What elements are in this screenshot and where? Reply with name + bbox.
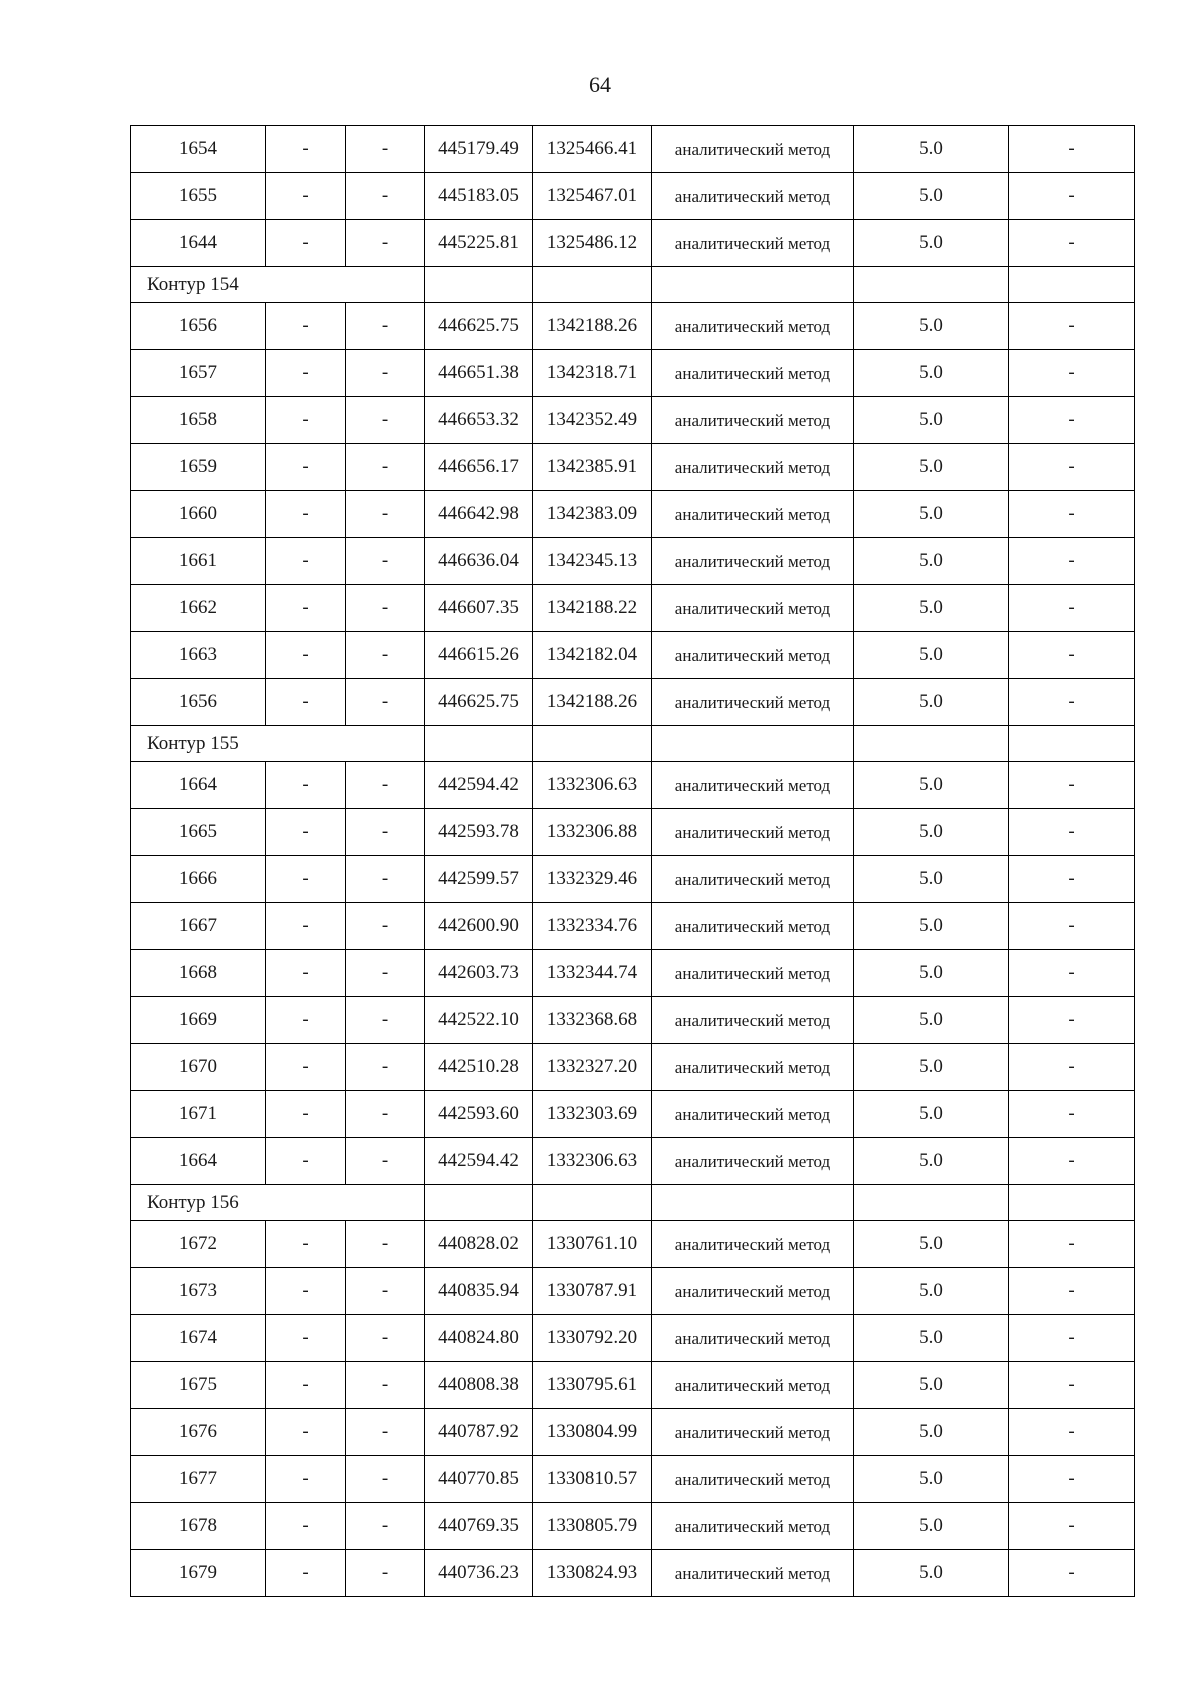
precision-cell: 5.0 (854, 762, 1009, 809)
x-coordinate-cell: 440808.38 (425, 1362, 533, 1409)
table-row (131, 679, 1135, 726)
dash-cell: - (1009, 762, 1135, 809)
table-row (131, 762, 1135, 809)
y-coordinate-cell: 1332306.88 (533, 809, 652, 856)
empty-cell (425, 726, 533, 762)
precision-cell: 5.0 (854, 1044, 1009, 1091)
table-row (131, 1409, 1135, 1456)
dash-cell: - (1009, 856, 1135, 903)
precision-cell: 5.0 (854, 997, 1009, 1044)
precision-cell: 5.0 (854, 1409, 1009, 1456)
empty-cell (425, 267, 533, 303)
method-cell: аналитический метод (652, 1315, 854, 1362)
y-coordinate-cell: 1342352.49 (533, 397, 652, 444)
x-coordinate-cell: 446636.04 (425, 538, 533, 585)
point-number-cell: 1667 (131, 903, 266, 950)
empty-cell (854, 1185, 1009, 1221)
dash-cell: - (266, 585, 346, 632)
method-cell: аналитический метод (652, 538, 854, 585)
dash-cell: - (346, 1138, 425, 1185)
x-coordinate-cell: 440824.80 (425, 1315, 533, 1362)
dash-cell: - (346, 632, 425, 679)
table-row (131, 903, 1135, 950)
dash-cell: - (346, 762, 425, 809)
precision-cell: 5.0 (854, 538, 1009, 585)
dash-cell: - (1009, 1138, 1135, 1185)
dash-cell: - (346, 220, 425, 267)
dash-cell: - (346, 1362, 425, 1409)
dash-cell: - (266, 903, 346, 950)
x-coordinate-cell: 446653.32 (425, 397, 533, 444)
coordinates-table (130, 125, 1135, 1597)
y-coordinate-cell: 1330792.20 (533, 1315, 652, 1362)
dash-cell: - (1009, 585, 1135, 632)
method-cell: аналитический метод (652, 444, 854, 491)
dash-cell: - (346, 809, 425, 856)
precision-cell: 5.0 (854, 1456, 1009, 1503)
dash-cell: - (346, 1503, 425, 1550)
point-number-cell: 1657 (131, 350, 266, 397)
method-cell: аналитический метод (652, 997, 854, 1044)
empty-cell (1009, 726, 1135, 762)
table-row (131, 1091, 1135, 1138)
point-number-cell: 1664 (131, 762, 266, 809)
method-cell: аналитический метод (652, 397, 854, 444)
point-number-cell: 1666 (131, 856, 266, 903)
empty-cell (533, 726, 652, 762)
method-cell: аналитический метод (652, 1362, 854, 1409)
method-cell: аналитический метод (652, 126, 854, 173)
y-coordinate-cell: 1332368.68 (533, 997, 652, 1044)
table-row (131, 397, 1135, 444)
page-number: 64 (589, 72, 611, 97)
y-coordinate-cell: 1330795.61 (533, 1362, 652, 1409)
method-cell: аналитический метод (652, 491, 854, 538)
dash-cell: - (1009, 950, 1135, 997)
method-cell: аналитический метод (652, 1221, 854, 1268)
y-coordinate-cell: 1332306.63 (533, 762, 652, 809)
point-number-cell: 1662 (131, 585, 266, 632)
point-number-cell: 1675 (131, 1362, 266, 1409)
point-number-cell: 1678 (131, 1503, 266, 1550)
point-number-cell: 1679 (131, 1550, 266, 1597)
table-row (131, 809, 1135, 856)
table-row (131, 1456, 1135, 1503)
dash-cell: - (1009, 903, 1135, 950)
table-row (131, 444, 1135, 491)
point-number-cell: 1663 (131, 632, 266, 679)
x-coordinate-cell: 442600.90 (425, 903, 533, 950)
precision-cell: 5.0 (854, 1503, 1009, 1550)
dash-cell: - (1009, 1221, 1135, 1268)
table-row (131, 220, 1135, 267)
dash-cell: - (1009, 397, 1135, 444)
dash-cell: - (346, 173, 425, 220)
y-coordinate-cell: 1330824.93 (533, 1550, 652, 1597)
point-number-cell: 1672 (131, 1221, 266, 1268)
dash-cell: - (266, 1091, 346, 1138)
point-number-cell: 1677 (131, 1456, 266, 1503)
y-coordinate-cell: 1342182.04 (533, 632, 652, 679)
x-coordinate-cell: 440828.02 (425, 1221, 533, 1268)
precision-cell: 5.0 (854, 220, 1009, 267)
dash-cell: - (1009, 632, 1135, 679)
table-row (131, 350, 1135, 397)
precision-cell: 5.0 (854, 491, 1009, 538)
x-coordinate-cell: 442603.73 (425, 950, 533, 997)
precision-cell: 5.0 (854, 632, 1009, 679)
table-row (131, 585, 1135, 632)
table-row (131, 126, 1135, 173)
point-number-cell: 1673 (131, 1268, 266, 1315)
dash-cell: - (266, 1268, 346, 1315)
dash-cell: - (346, 397, 425, 444)
table-row (131, 1550, 1135, 1597)
table-body (131, 126, 1135, 1597)
dash-cell: - (266, 350, 346, 397)
empty-cell (652, 1185, 854, 1221)
precision-cell: 5.0 (854, 679, 1009, 726)
table-row (131, 1362, 1135, 1409)
method-cell: аналитический метод (652, 173, 854, 220)
contour-label: Контур 155 (131, 726, 425, 762)
dash-cell: - (346, 303, 425, 350)
dash-cell: - (1009, 1315, 1135, 1362)
x-coordinate-cell: 442593.60 (425, 1091, 533, 1138)
x-coordinate-cell: 446642.98 (425, 491, 533, 538)
dash-cell: - (266, 856, 346, 903)
y-coordinate-cell: 1332303.69 (533, 1091, 652, 1138)
method-cell: аналитический метод (652, 762, 854, 809)
precision-cell: 5.0 (854, 903, 1009, 950)
dash-cell: - (1009, 1456, 1135, 1503)
x-coordinate-cell: 440736.23 (425, 1550, 533, 1597)
precision-cell: 5.0 (854, 585, 1009, 632)
empty-cell (652, 726, 854, 762)
method-cell: аналитический метод (652, 903, 854, 950)
dash-cell: - (346, 491, 425, 538)
precision-cell: 5.0 (854, 397, 1009, 444)
empty-cell (533, 1185, 652, 1221)
dash-cell: - (1009, 1268, 1135, 1315)
x-coordinate-cell: 442594.42 (425, 1138, 533, 1185)
contour-header-row (131, 1185, 1135, 1221)
dash-cell: - (266, 1409, 346, 1456)
dash-cell: - (346, 903, 425, 950)
method-cell: аналитический метод (652, 679, 854, 726)
dash-cell: - (1009, 444, 1135, 491)
method-cell: аналитический метод (652, 1091, 854, 1138)
dash-cell: - (346, 856, 425, 903)
dash-cell: - (266, 1315, 346, 1362)
table-row (131, 1503, 1135, 1550)
dash-cell: - (346, 538, 425, 585)
dash-cell: - (346, 126, 425, 173)
precision-cell: 5.0 (854, 809, 1009, 856)
x-coordinate-cell: 445225.81 (425, 220, 533, 267)
contour-header-row (131, 726, 1135, 762)
dash-cell: - (346, 585, 425, 632)
dash-cell: - (346, 1268, 425, 1315)
dash-cell: - (266, 538, 346, 585)
y-coordinate-cell: 1330805.79 (533, 1503, 652, 1550)
dash-cell: - (346, 1550, 425, 1597)
x-coordinate-cell: 440835.94 (425, 1268, 533, 1315)
dash-cell: - (346, 1315, 425, 1362)
precision-cell: 5.0 (854, 1138, 1009, 1185)
empty-cell (425, 1185, 533, 1221)
dash-cell: - (346, 1091, 425, 1138)
x-coordinate-cell: 440770.85 (425, 1456, 533, 1503)
empty-cell (854, 726, 1009, 762)
y-coordinate-cell: 1332306.63 (533, 1138, 652, 1185)
y-coordinate-cell: 1332344.74 (533, 950, 652, 997)
y-coordinate-cell: 1342188.26 (533, 679, 652, 726)
y-coordinate-cell: 1342385.91 (533, 444, 652, 491)
dash-cell: - (266, 1456, 346, 1503)
method-cell: аналитический метод (652, 1268, 854, 1315)
dash-cell: - (346, 1044, 425, 1091)
precision-cell: 5.0 (854, 856, 1009, 903)
method-cell: аналитический метод (652, 1044, 854, 1091)
dash-cell: - (346, 679, 425, 726)
y-coordinate-cell: 1332329.46 (533, 856, 652, 903)
contour-header-row (131, 267, 1135, 303)
method-cell: аналитический метод (652, 350, 854, 397)
precision-cell: 5.0 (854, 303, 1009, 350)
precision-cell: 5.0 (854, 1221, 1009, 1268)
dash-cell: - (1009, 679, 1135, 726)
method-cell: аналитический метод (652, 1456, 854, 1503)
dash-cell: - (1009, 220, 1135, 267)
point-number-cell: 1665 (131, 809, 266, 856)
precision-cell: 5.0 (854, 950, 1009, 997)
y-coordinate-cell: 1330810.57 (533, 1456, 652, 1503)
y-coordinate-cell: 1330787.91 (533, 1268, 652, 1315)
dash-cell: - (266, 809, 346, 856)
method-cell: аналитический метод (652, 303, 854, 350)
y-coordinate-cell: 1342383.09 (533, 491, 652, 538)
table-row (131, 1268, 1135, 1315)
method-cell: аналитический метод (652, 1550, 854, 1597)
table-row (131, 632, 1135, 679)
dash-cell: - (1009, 303, 1135, 350)
x-coordinate-cell: 446656.17 (425, 444, 533, 491)
dash-cell: - (266, 491, 346, 538)
point-number-cell: 1660 (131, 491, 266, 538)
point-number-cell: 1659 (131, 444, 266, 491)
dash-cell: - (346, 1409, 425, 1456)
point-number-cell: 1656 (131, 679, 266, 726)
dash-cell: - (266, 173, 346, 220)
x-coordinate-cell: 445183.05 (425, 173, 533, 220)
dash-cell: - (1009, 1091, 1135, 1138)
dash-cell: - (266, 679, 346, 726)
point-number-cell: 1670 (131, 1044, 266, 1091)
dash-cell: - (1009, 491, 1135, 538)
x-coordinate-cell: 442594.42 (425, 762, 533, 809)
x-coordinate-cell: 445179.49 (425, 126, 533, 173)
dash-cell: - (1009, 538, 1135, 585)
y-coordinate-cell: 1342188.26 (533, 303, 652, 350)
y-coordinate-cell: 1342318.71 (533, 350, 652, 397)
table-row (131, 997, 1135, 1044)
x-coordinate-cell: 440769.35 (425, 1503, 533, 1550)
point-number-cell: 1671 (131, 1091, 266, 1138)
dash-cell: - (1009, 809, 1135, 856)
point-number-cell: 1644 (131, 220, 266, 267)
table-row (131, 1221, 1135, 1268)
precision-cell: 5.0 (854, 444, 1009, 491)
dash-cell: - (266, 1044, 346, 1091)
point-number-cell: 1655 (131, 173, 266, 220)
y-coordinate-cell: 1325486.12 (533, 220, 652, 267)
dash-cell: - (266, 444, 346, 491)
x-coordinate-cell: 440787.92 (425, 1409, 533, 1456)
table-row (131, 491, 1135, 538)
method-cell: аналитический метод (652, 809, 854, 856)
contour-label: Контур 154 (131, 267, 425, 303)
table-row (131, 950, 1135, 997)
method-cell: аналитический метод (652, 856, 854, 903)
dash-cell: - (346, 444, 425, 491)
precision-cell: 5.0 (854, 1550, 1009, 1597)
empty-cell (854, 267, 1009, 303)
table-row (131, 1044, 1135, 1091)
x-coordinate-cell: 446625.75 (425, 679, 533, 726)
y-coordinate-cell: 1342188.22 (533, 585, 652, 632)
method-cell: аналитический метод (652, 220, 854, 267)
y-coordinate-cell: 1325466.41 (533, 126, 652, 173)
precision-cell: 5.0 (854, 1268, 1009, 1315)
precision-cell: 5.0 (854, 1315, 1009, 1362)
x-coordinate-cell: 442510.28 (425, 1044, 533, 1091)
table-row (131, 1315, 1135, 1362)
dash-cell: - (266, 997, 346, 1044)
dash-cell: - (1009, 1044, 1135, 1091)
dash-cell: - (1009, 1503, 1135, 1550)
table-row (131, 173, 1135, 220)
precision-cell: 5.0 (854, 1091, 1009, 1138)
dash-cell: - (1009, 173, 1135, 220)
dash-cell: - (266, 632, 346, 679)
point-number-cell: 1669 (131, 997, 266, 1044)
empty-cell (652, 267, 854, 303)
y-coordinate-cell: 1325467.01 (533, 173, 652, 220)
x-coordinate-cell: 442593.78 (425, 809, 533, 856)
precision-cell: 5.0 (854, 1362, 1009, 1409)
point-number-cell: 1664 (131, 1138, 266, 1185)
y-coordinate-cell: 1332334.76 (533, 903, 652, 950)
dash-cell: - (346, 1221, 425, 1268)
point-number-cell: 1654 (131, 126, 266, 173)
empty-cell (1009, 267, 1135, 303)
x-coordinate-cell: 446607.35 (425, 585, 533, 632)
x-coordinate-cell: 442522.10 (425, 997, 533, 1044)
point-number-cell: 1674 (131, 1315, 266, 1362)
dash-cell: - (266, 950, 346, 997)
method-cell: аналитический метод (652, 585, 854, 632)
table-row (131, 856, 1135, 903)
dash-cell: - (1009, 350, 1135, 397)
precision-cell: 5.0 (854, 350, 1009, 397)
dash-cell: - (1009, 997, 1135, 1044)
dash-cell: - (266, 397, 346, 444)
precision-cell: 5.0 (854, 173, 1009, 220)
dash-cell: - (266, 1138, 346, 1185)
dash-cell: - (1009, 126, 1135, 173)
y-coordinate-cell: 1330761.10 (533, 1221, 652, 1268)
x-coordinate-cell: 442599.57 (425, 856, 533, 903)
point-number-cell: 1676 (131, 1409, 266, 1456)
method-cell: аналитический метод (652, 1409, 854, 1456)
dash-cell: - (266, 762, 346, 809)
dash-cell: - (266, 220, 346, 267)
x-coordinate-cell: 446651.38 (425, 350, 533, 397)
y-coordinate-cell: 1332327.20 (533, 1044, 652, 1091)
method-cell: аналитический метод (652, 950, 854, 997)
point-number-cell: 1656 (131, 303, 266, 350)
point-number-cell: 1661 (131, 538, 266, 585)
dash-cell: - (1009, 1362, 1135, 1409)
dash-cell: - (266, 1503, 346, 1550)
x-coordinate-cell: 446625.75 (425, 303, 533, 350)
dash-cell: - (266, 1362, 346, 1409)
dash-cell: - (266, 1221, 346, 1268)
precision-cell: 5.0 (854, 126, 1009, 173)
dash-cell: - (266, 126, 346, 173)
point-number-cell: 1658 (131, 397, 266, 444)
dash-cell: - (1009, 1409, 1135, 1456)
table-row (131, 1138, 1135, 1185)
contour-label: Контур 156 (131, 1185, 425, 1221)
dash-cell: - (346, 1456, 425, 1503)
point-number-cell: 1668 (131, 950, 266, 997)
method-cell: аналитический метод (652, 1138, 854, 1185)
method-cell: аналитический метод (652, 632, 854, 679)
dash-cell: - (346, 997, 425, 1044)
dash-cell: - (1009, 1550, 1135, 1597)
method-cell: аналитический метод (652, 1503, 854, 1550)
y-coordinate-cell: 1342345.13 (533, 538, 652, 585)
dash-cell: - (346, 350, 425, 397)
y-coordinate-cell: 1330804.99 (533, 1409, 652, 1456)
dash-cell: - (346, 950, 425, 997)
x-coordinate-cell: 446615.26 (425, 632, 533, 679)
table-row (131, 303, 1135, 350)
dash-cell: - (266, 303, 346, 350)
dash-cell: - (266, 1550, 346, 1597)
table-row (131, 538, 1135, 585)
empty-cell (533, 267, 652, 303)
empty-cell (1009, 1185, 1135, 1221)
